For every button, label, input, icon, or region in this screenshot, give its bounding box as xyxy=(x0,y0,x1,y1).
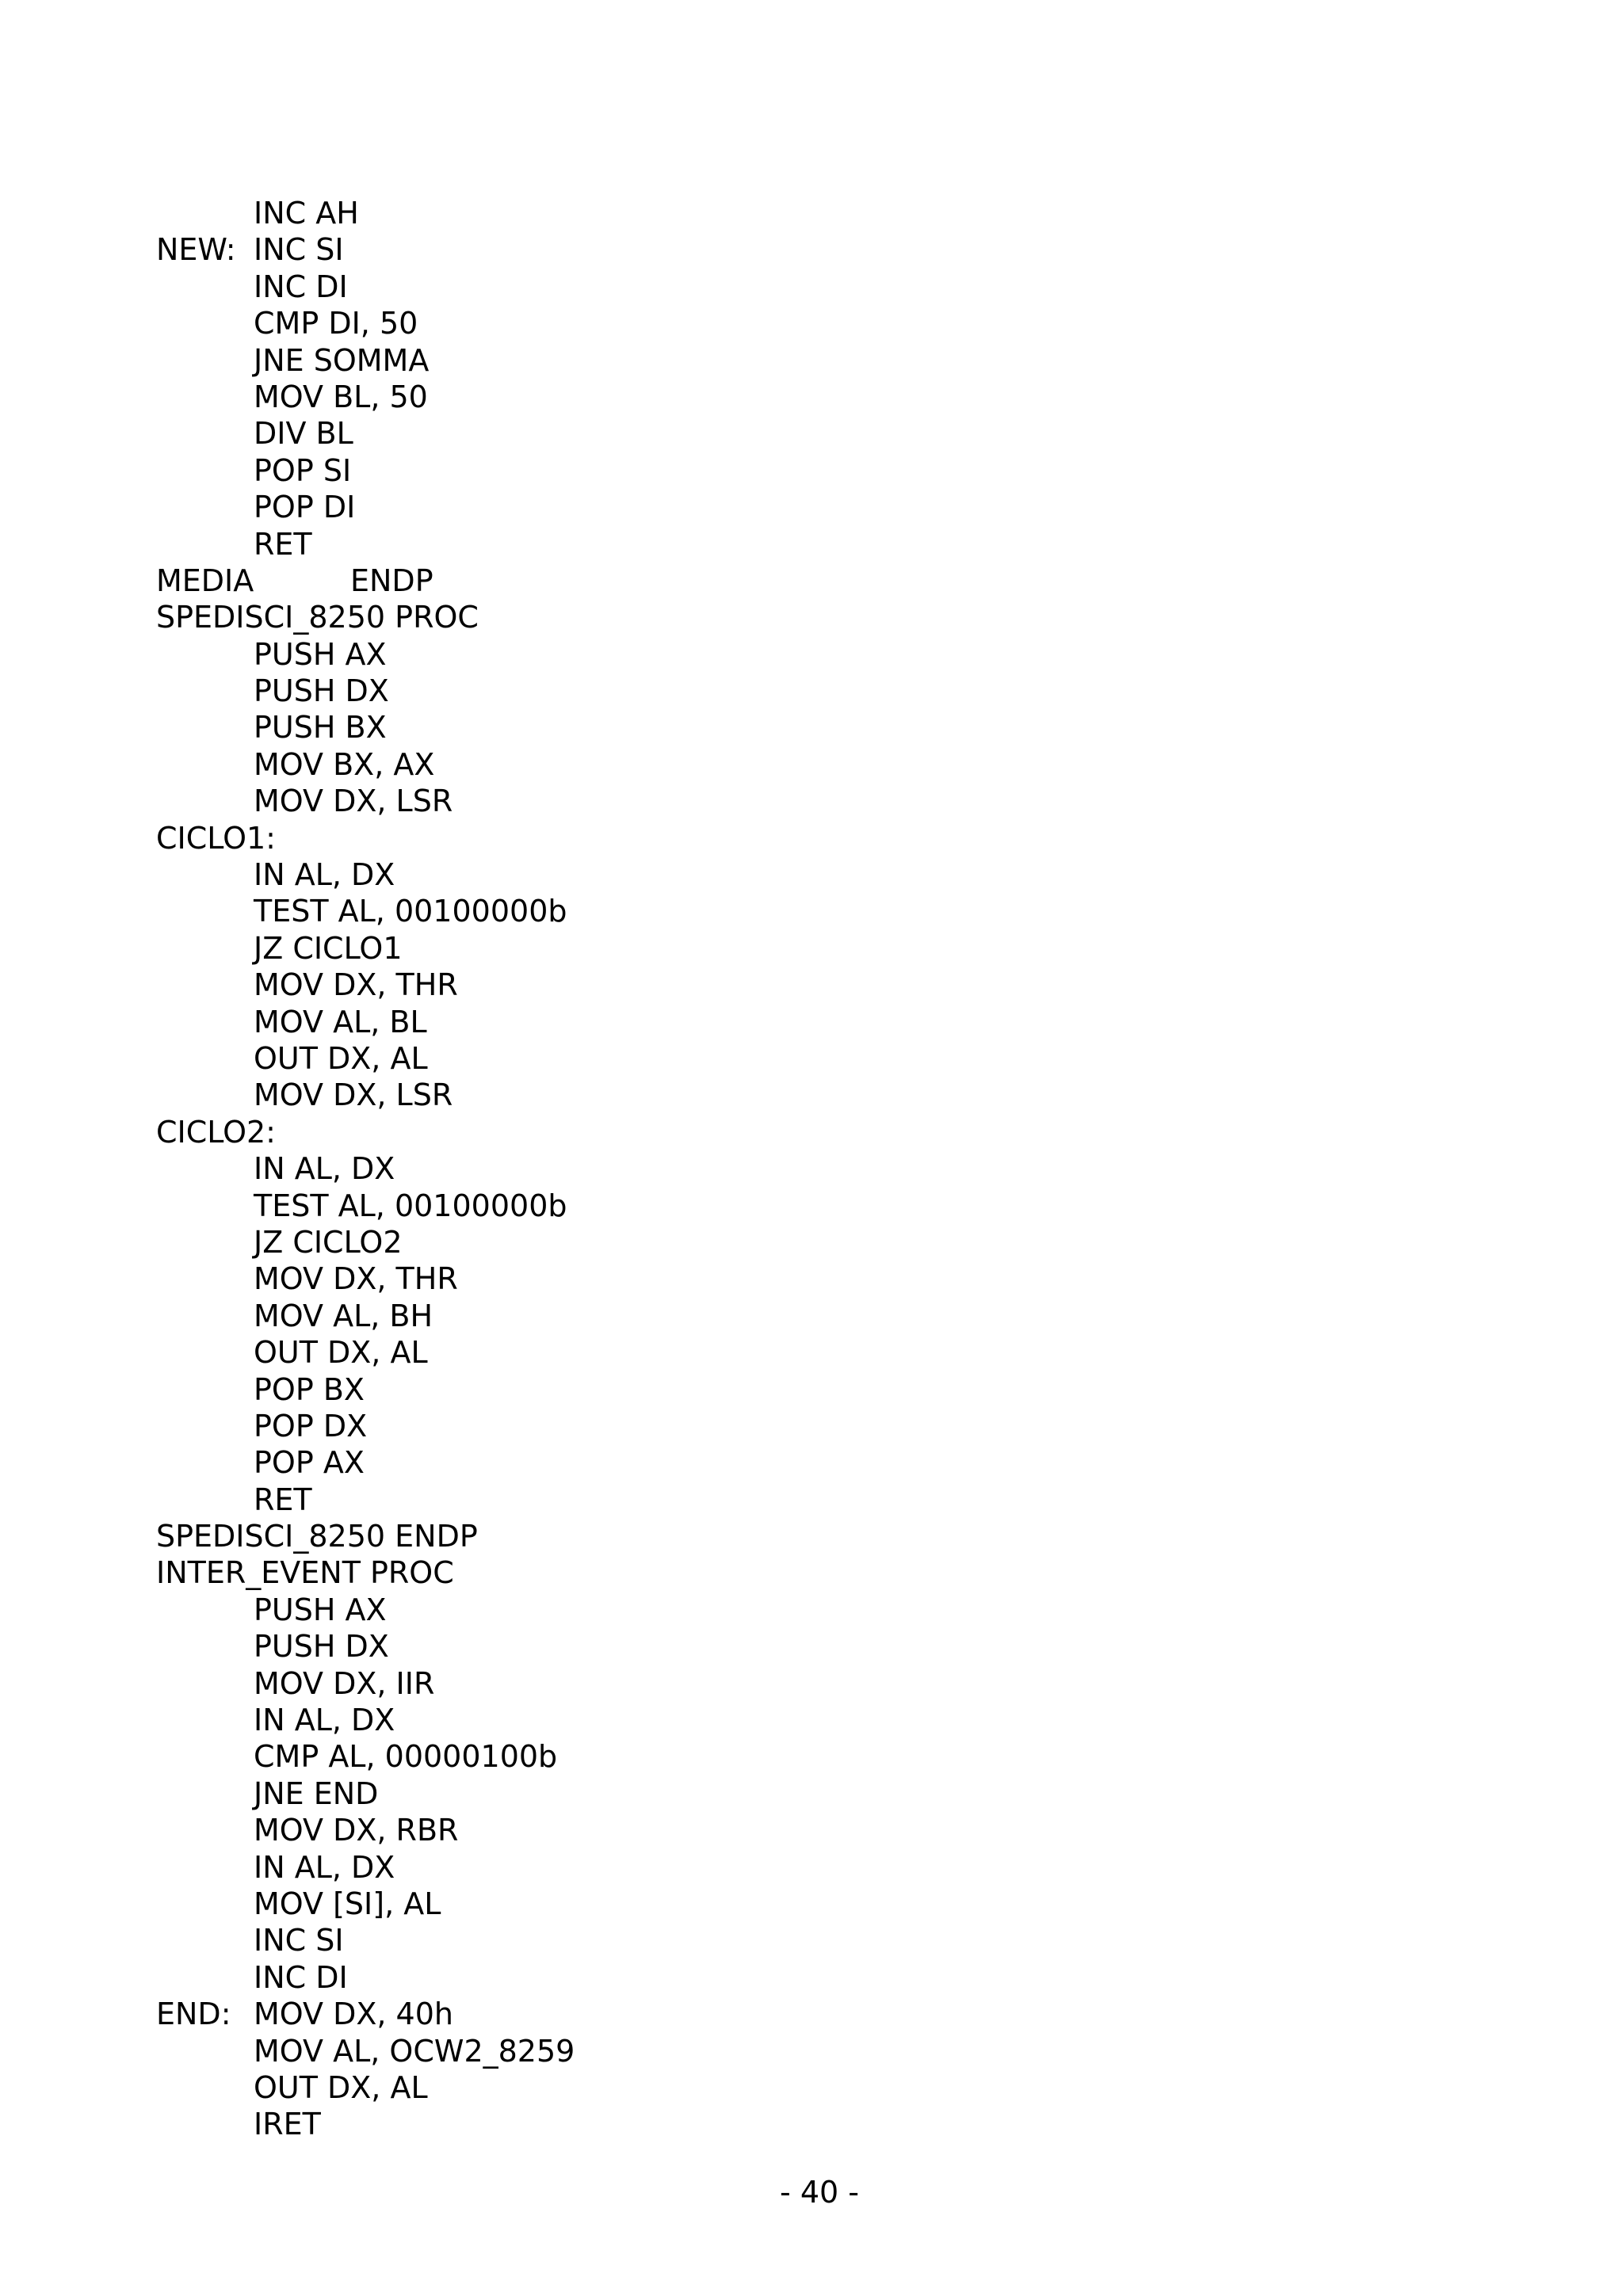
code-instruction: CMP AL, 00000100b xyxy=(254,1739,558,1775)
code-instruction: IN AL, DX xyxy=(254,1703,395,1738)
code-instruction: JNE SOMMA xyxy=(254,342,430,378)
code-instruction: MOV DX, THR xyxy=(254,967,458,1003)
code-instruction: POP DI xyxy=(254,490,356,525)
code-instruction: IN AL, DX xyxy=(254,857,395,893)
code-label: END: xyxy=(156,1997,231,2032)
code-instruction: INC AH xyxy=(254,196,359,231)
code-instruction: MOV AL, BH xyxy=(254,1298,433,1333)
code-instruction: JZ CICLO1 xyxy=(254,930,403,966)
code-instruction: MOV [SI], AL xyxy=(254,1886,441,1921)
code-instruction: MOV BL, 50 xyxy=(254,379,428,414)
code-label: MEDIA xyxy=(156,563,254,598)
code-instruction: PUSH DX xyxy=(254,1629,389,1665)
code-instruction: POP BX xyxy=(254,1371,365,1407)
code-label: NEW: xyxy=(156,232,236,268)
code-instruction: MOV DX, LSR xyxy=(254,784,453,819)
code-instruction: IN AL, DX xyxy=(254,1151,395,1187)
code-instruction: RET xyxy=(254,526,312,562)
code-instruction: MOV DX, THR xyxy=(254,1261,458,1297)
code-instruction: TEST AL, 00100000b xyxy=(254,1188,567,1223)
code-label: CICLO2: xyxy=(156,1114,276,1150)
code-instruction: OUT DX, AL xyxy=(254,2069,428,2105)
code-instruction: JZ CICLO2 xyxy=(254,1224,403,1260)
page-number: - 40 - xyxy=(780,2175,859,2210)
code-instruction: ENDP xyxy=(350,563,433,598)
code-instruction: MOV AL, BL xyxy=(254,1004,427,1039)
code-instruction: OUT DX, AL xyxy=(254,1040,428,1076)
code-instruction: PUSH DX xyxy=(254,673,389,709)
code-instruction: CMP DI, 50 xyxy=(254,306,418,341)
code-instruction: PUSH AX xyxy=(254,1592,387,1627)
code-instruction: MOV DX, 40h xyxy=(254,1997,453,2032)
code-instruction: POP SI xyxy=(254,452,352,488)
code-label: SPEDISCI_8250 ENDP xyxy=(156,1519,478,1554)
code-instruction: MOV DX, IIR xyxy=(254,1665,435,1701)
code-label: CICLO1: xyxy=(156,820,276,856)
code-instruction: PUSH BX xyxy=(254,710,387,746)
code-label: INTER_EVENT PROC xyxy=(156,1555,454,1591)
code-instruction: RET xyxy=(254,1482,312,1517)
code-instruction: OUT DX, AL xyxy=(254,1335,428,1371)
code-instruction: POP DX xyxy=(254,1408,368,1444)
code-instruction: MOV DX, LSR xyxy=(254,1077,453,1113)
code-instruction: IN AL, DX xyxy=(254,1849,395,1885)
code-instruction: MOV AL, OCW2_8259 xyxy=(254,2033,575,2069)
code-instruction: MOV DX, RBR xyxy=(254,1813,459,1848)
code-label: SPEDISCI_8250 PROC xyxy=(156,600,479,635)
code-instruction: IRET xyxy=(254,2107,321,2142)
code-instruction: INC DI xyxy=(254,1959,348,1995)
code-instruction: TEST AL, 00100000b xyxy=(254,894,567,929)
code-instruction: POP AX xyxy=(254,1445,365,1481)
code-instruction: INC DI xyxy=(254,269,348,304)
code-instruction: JNE END xyxy=(254,1775,379,1811)
code-instruction: MOV BX, AX xyxy=(254,746,435,782)
code-instruction: DIV BL xyxy=(254,416,353,452)
code-instruction: INC SI xyxy=(254,1923,344,1958)
code-instruction: INC SI xyxy=(254,232,344,268)
code-instruction: PUSH AX xyxy=(254,636,387,672)
